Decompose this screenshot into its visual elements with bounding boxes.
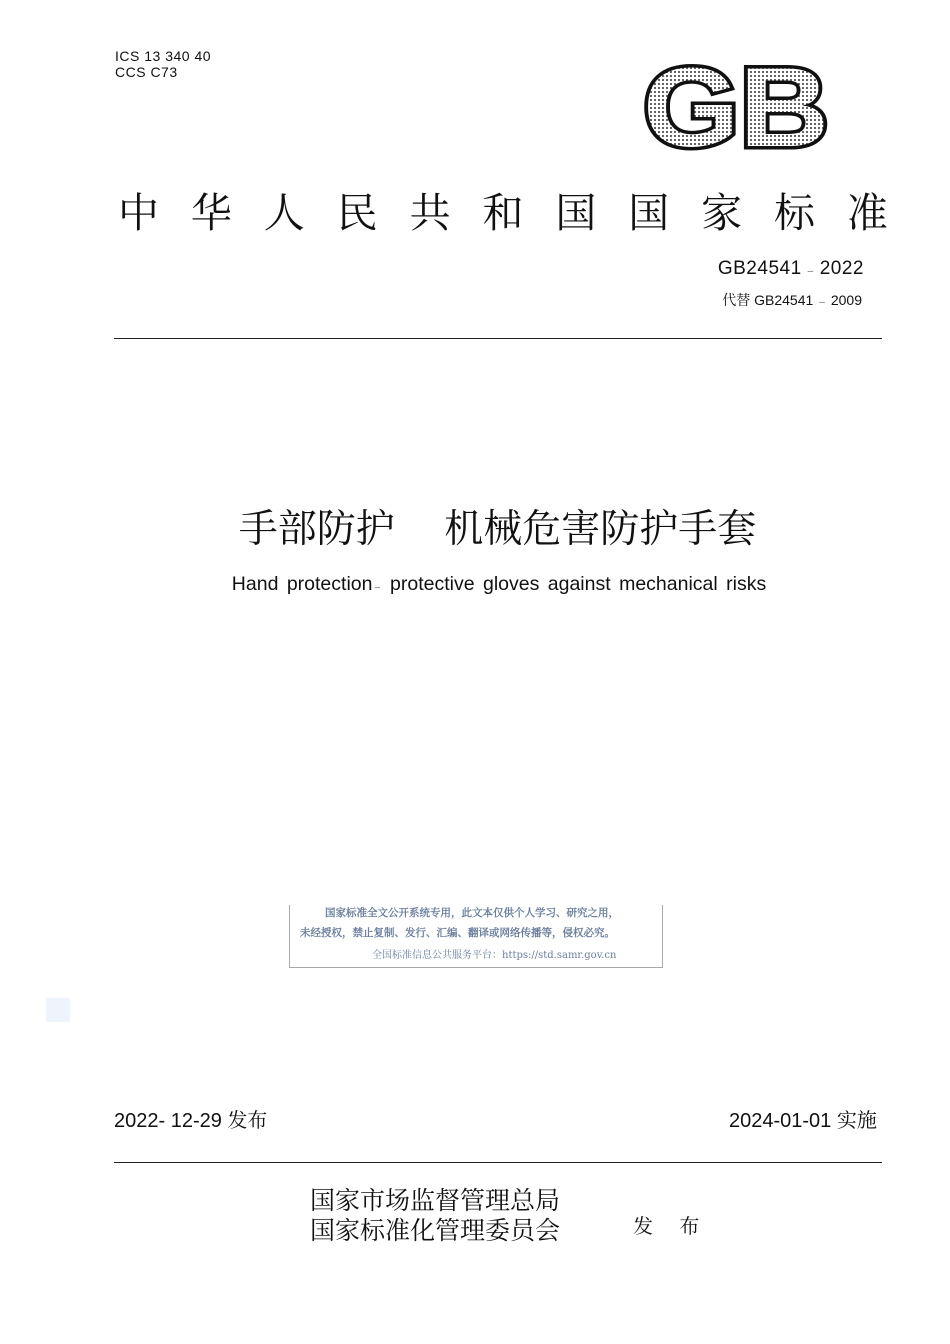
title-char: 共 <box>409 189 451 237</box>
svg-text:GB: GB <box>643 58 829 154</box>
national-standard-title <box>118 180 888 239</box>
replaces-label: 代替 <box>722 292 751 308</box>
ccs-code: CCS C73 <box>115 64 178 80</box>
scan-artifact <box>46 998 70 1022</box>
title-char: 家 <box>701 189 743 237</box>
publish-action: 发 布 <box>633 1214 710 1238</box>
gb-logo <box>641 58 831 154</box>
title-char: 中 <box>118 189 159 237</box>
document-title-en <box>0 573 950 596</box>
title-en-part2: protective gloves against mechanical risks <box>390 573 767 595</box>
standard-year: 2022 <box>819 258 864 279</box>
standard-number <box>718 258 864 280</box>
top-divider <box>114 338 882 339</box>
title-en-dash: – <box>374 582 381 593</box>
title-cn-part1: 手部防护 <box>238 507 395 552</box>
publisher-2: 国家标准化管理委员会 <box>310 1216 561 1245</box>
title-en-part1: Hand protection <box>231 573 373 595</box>
implementation-date: 2024-01-01 实施 <box>729 1110 877 1132</box>
title-char: 民 <box>336 189 378 237</box>
stamp-line-1: 国家标准全文公开系统专用，此文本仅供个人学习、研究之用， <box>325 907 619 919</box>
classification-codes <box>115 48 211 80</box>
replaces-dash: – <box>819 297 825 308</box>
stamp-line-2: 未经授权，禁止复制、发行、汇编、翻译或网络传播等，侵权必究。 <box>300 927 615 939</box>
publishers <box>310 1186 560 1246</box>
bottom-divider <box>114 1162 882 1163</box>
title-char: 人 <box>263 189 305 237</box>
replaces-year: 2009 <box>830 292 862 308</box>
title-cn-part2: 机械危害防护手套 <box>444 507 757 552</box>
title-char: 国 <box>555 189 597 237</box>
publisher-1: 国家市场监督管理总局 <box>310 1186 561 1215</box>
title-char: 国 <box>628 189 670 237</box>
replaces-prefix: GB24541 <box>754 292 814 308</box>
document-title-cn <box>0 498 950 554</box>
stamp-line-3: 全国标准信息公共服务平台：https://std.samr.gov.cn <box>372 950 617 961</box>
standard-prefix: GB24541 <box>717 258 802 279</box>
title-char: 和 <box>482 189 524 237</box>
ics-code: ICS 13 340 40 <box>115 48 212 64</box>
title-char: 华 <box>190 189 232 237</box>
usage-notice-stamp <box>289 905 663 968</box>
title-char: 准 <box>846 189 888 237</box>
replaces-line <box>722 290 862 310</box>
title-char: 标 <box>774 189 816 237</box>
standard-dash: – <box>807 266 814 277</box>
issue-date: 2022- 12-29 发布 <box>114 1110 268 1132</box>
